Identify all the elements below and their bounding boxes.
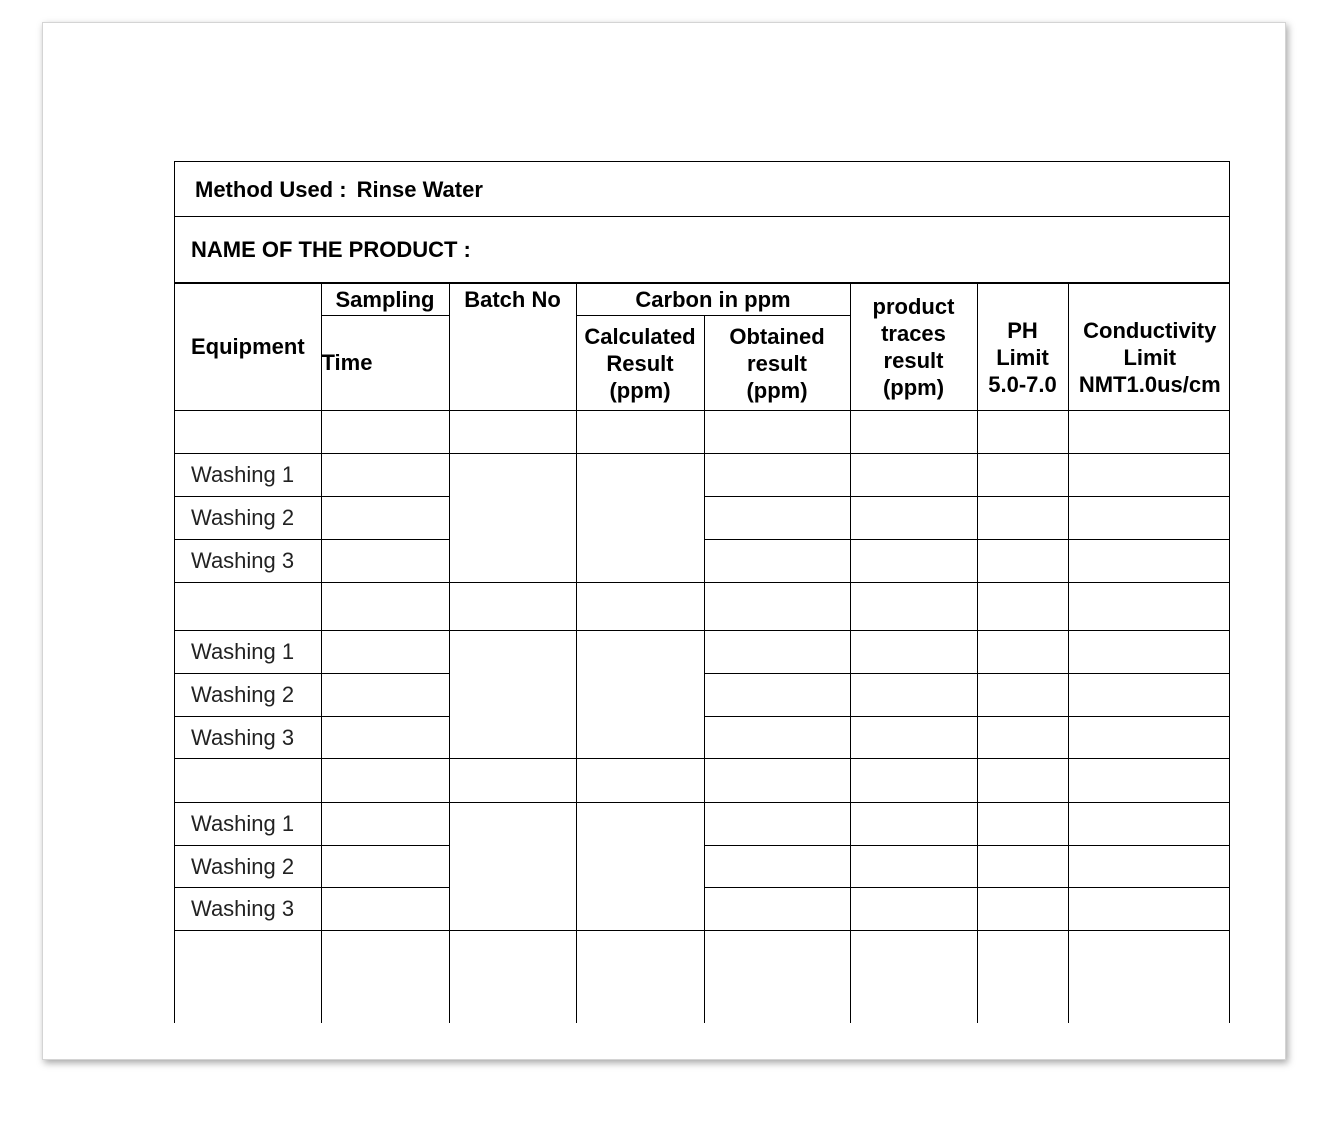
empty-cell	[576, 931, 704, 1024]
ph-cell[interactable]	[977, 846, 1068, 888]
obtained-result-cell[interactable]	[704, 540, 850, 583]
ph-line: 5.0-7.0	[988, 371, 1057, 397]
empty-cell	[1068, 931, 1230, 1024]
obtained-result-cell[interactable]	[704, 674, 850, 717]
product-traces-cell[interactable]	[850, 888, 977, 931]
obtained-result-cell[interactable]	[704, 803, 850, 846]
sampling-header: Sampling	[321, 284, 449, 316]
empty-cell	[175, 759, 321, 803]
conductivity-cell[interactable]	[1068, 631, 1230, 674]
time-cell[interactable]	[321, 888, 449, 931]
conductivity-limit-header	[1068, 284, 1230, 411]
product-traces-cell[interactable]	[850, 846, 977, 888]
product-traces-line: result	[883, 348, 944, 373]
obtained-result-cell[interactable]	[704, 497, 850, 540]
calculated-line: Calculated	[584, 323, 696, 349]
product-traces-header	[850, 284, 977, 411]
empty-cell	[449, 759, 576, 803]
conductivity-cell[interactable]	[1068, 540, 1230, 583]
empty-cell	[977, 411, 1068, 454]
empty-cell	[977, 583, 1068, 631]
empty-cell	[321, 931, 449, 1024]
time-cell[interactable]	[321, 454, 449, 497]
conductivity-cell[interactable]	[1068, 888, 1230, 931]
empty-cell	[704, 583, 850, 631]
batch-no-header: Batch No	[449, 284, 576, 411]
calculated-result-cell[interactable]	[576, 631, 704, 759]
spacer-row	[175, 583, 1230, 631]
equipment-cell: Washing 3	[175, 888, 321, 931]
table-row	[175, 454, 1230, 497]
product-traces-cell[interactable]	[850, 497, 977, 540]
time-cell[interactable]	[321, 497, 449, 540]
obtained-line: Obtained	[729, 323, 825, 349]
trailing-row	[175, 931, 1230, 1024]
empty-cell	[576, 583, 704, 631]
empty-cell	[850, 411, 977, 454]
ph-cell[interactable]	[977, 674, 1068, 717]
equipment-cell: Washing 1	[175, 803, 321, 846]
calculated-line: (ppm)	[609, 377, 671, 403]
product-traces-cell[interactable]	[850, 674, 977, 717]
ph-cell[interactable]	[977, 631, 1068, 674]
obtained-result-header	[704, 316, 850, 411]
ph-line: PH	[1007, 317, 1038, 343]
empty-cell	[1068, 411, 1230, 454]
calculated-result-header	[576, 316, 704, 411]
time-cell[interactable]	[321, 803, 449, 846]
empty-cell	[850, 759, 977, 803]
conductivity-cell[interactable]	[1068, 803, 1230, 846]
conductivity-cell[interactable]	[1068, 674, 1230, 717]
equipment-cell: Washing 2	[175, 674, 321, 717]
time-cell[interactable]	[321, 540, 449, 583]
product-traces-cell[interactable]	[850, 717, 977, 759]
ph-limit-header	[977, 284, 1068, 411]
product-traces-line: (ppm)	[882, 375, 945, 400]
product-traces-cell[interactable]	[850, 540, 977, 583]
empty-cell	[1068, 583, 1230, 631]
product-traces-cell[interactable]	[850, 454, 977, 497]
calculated-result-cell[interactable]	[576, 454, 704, 583]
ph-cell[interactable]	[977, 497, 1068, 540]
equipment-cell: Washing 2	[175, 846, 321, 888]
empty-cell	[321, 759, 449, 803]
obtained-line: result	[747, 350, 807, 376]
obtained-result-cell[interactable]	[704, 717, 850, 759]
equipment-cell: Washing 2	[175, 497, 321, 540]
empty-cell	[977, 759, 1068, 803]
spacer-row	[175, 411, 1230, 454]
ph-cell[interactable]	[977, 454, 1068, 497]
batch-no-cell[interactable]	[449, 803, 576, 931]
empty-cell	[1068, 759, 1230, 803]
product-traces-line: traces	[881, 321, 946, 346]
empty-cell	[850, 931, 977, 1024]
equipment-cell: Washing 1	[175, 454, 321, 497]
document-page	[42, 22, 1286, 1060]
empty-cell	[175, 411, 321, 454]
empty-cell	[576, 759, 704, 803]
obtained-result-cell[interactable]	[704, 631, 850, 674]
rinse-water-form	[174, 161, 1230, 1023]
equipment-cell: Washing 3	[175, 717, 321, 759]
product-traces-line: product	[872, 294, 955, 319]
method-label: Method Used :	[195, 177, 347, 202]
empty-cell	[977, 931, 1068, 1024]
empty-cell	[449, 931, 576, 1024]
empty-cell	[704, 759, 850, 803]
empty-cell	[175, 583, 321, 631]
time-header: Time	[321, 316, 449, 411]
table-row	[175, 803, 1230, 846]
empty-cell	[321, 411, 449, 454]
results-table	[175, 283, 1230, 1023]
product-name-row	[175, 217, 1229, 283]
conductivity-cell[interactable]	[1068, 454, 1230, 497]
ph-cell[interactable]	[977, 540, 1068, 583]
empty-cell	[704, 931, 850, 1024]
batch-no-cell[interactable]	[449, 631, 576, 759]
conductivity-line: Limit	[1123, 344, 1177, 370]
conductivity-cell[interactable]	[1068, 717, 1230, 759]
empty-cell	[850, 583, 977, 631]
conductivity-cell[interactable]	[1068, 846, 1230, 888]
product-traces-cell[interactable]	[850, 803, 977, 846]
conductivity-line: Conductivity	[1083, 317, 1217, 343]
ph-cell[interactable]	[977, 888, 1068, 931]
header-row-1	[175, 284, 1230, 316]
calculated-result-cell[interactable]	[576, 803, 704, 931]
equipment-header: Equipment	[175, 284, 321, 411]
empty-cell	[321, 583, 449, 631]
time-cell[interactable]	[321, 846, 449, 888]
time-cell[interactable]	[321, 631, 449, 674]
ph-cell[interactable]	[977, 717, 1068, 759]
product-label: NAME OF THE PRODUCT :	[191, 237, 471, 262]
spacer-row	[175, 759, 1230, 803]
carbon-header: Carbon in ppm	[576, 284, 850, 316]
conductivity-line: NMT1.0us/cm	[1078, 371, 1221, 397]
method-used-row	[175, 162, 1229, 217]
empty-cell	[576, 411, 704, 454]
empty-cell	[449, 583, 576, 631]
time-cell[interactable]	[321, 674, 449, 717]
obtained-result-cell[interactable]	[704, 454, 850, 497]
equipment-cell: Washing 1	[175, 631, 321, 674]
batch-no-cell[interactable]	[449, 454, 576, 583]
obtained-result-cell[interactable]	[704, 888, 850, 931]
ph-line: Limit	[996, 344, 1049, 370]
obtained-result-cell[interactable]	[704, 846, 850, 888]
empty-cell	[175, 931, 321, 1024]
empty-cell	[704, 411, 850, 454]
conductivity-cell[interactable]	[1068, 497, 1230, 540]
calculated-line: Result	[606, 350, 674, 376]
equipment-cell: Washing 3	[175, 540, 321, 583]
obtained-line: (ppm)	[746, 377, 808, 403]
empty-cell	[449, 411, 576, 454]
ph-cell[interactable]	[977, 803, 1068, 846]
table-row	[175, 631, 1230, 674]
method-value: Rinse Water	[356, 177, 483, 202]
time-cell[interactable]	[321, 717, 449, 759]
product-traces-cell[interactable]	[850, 631, 977, 674]
